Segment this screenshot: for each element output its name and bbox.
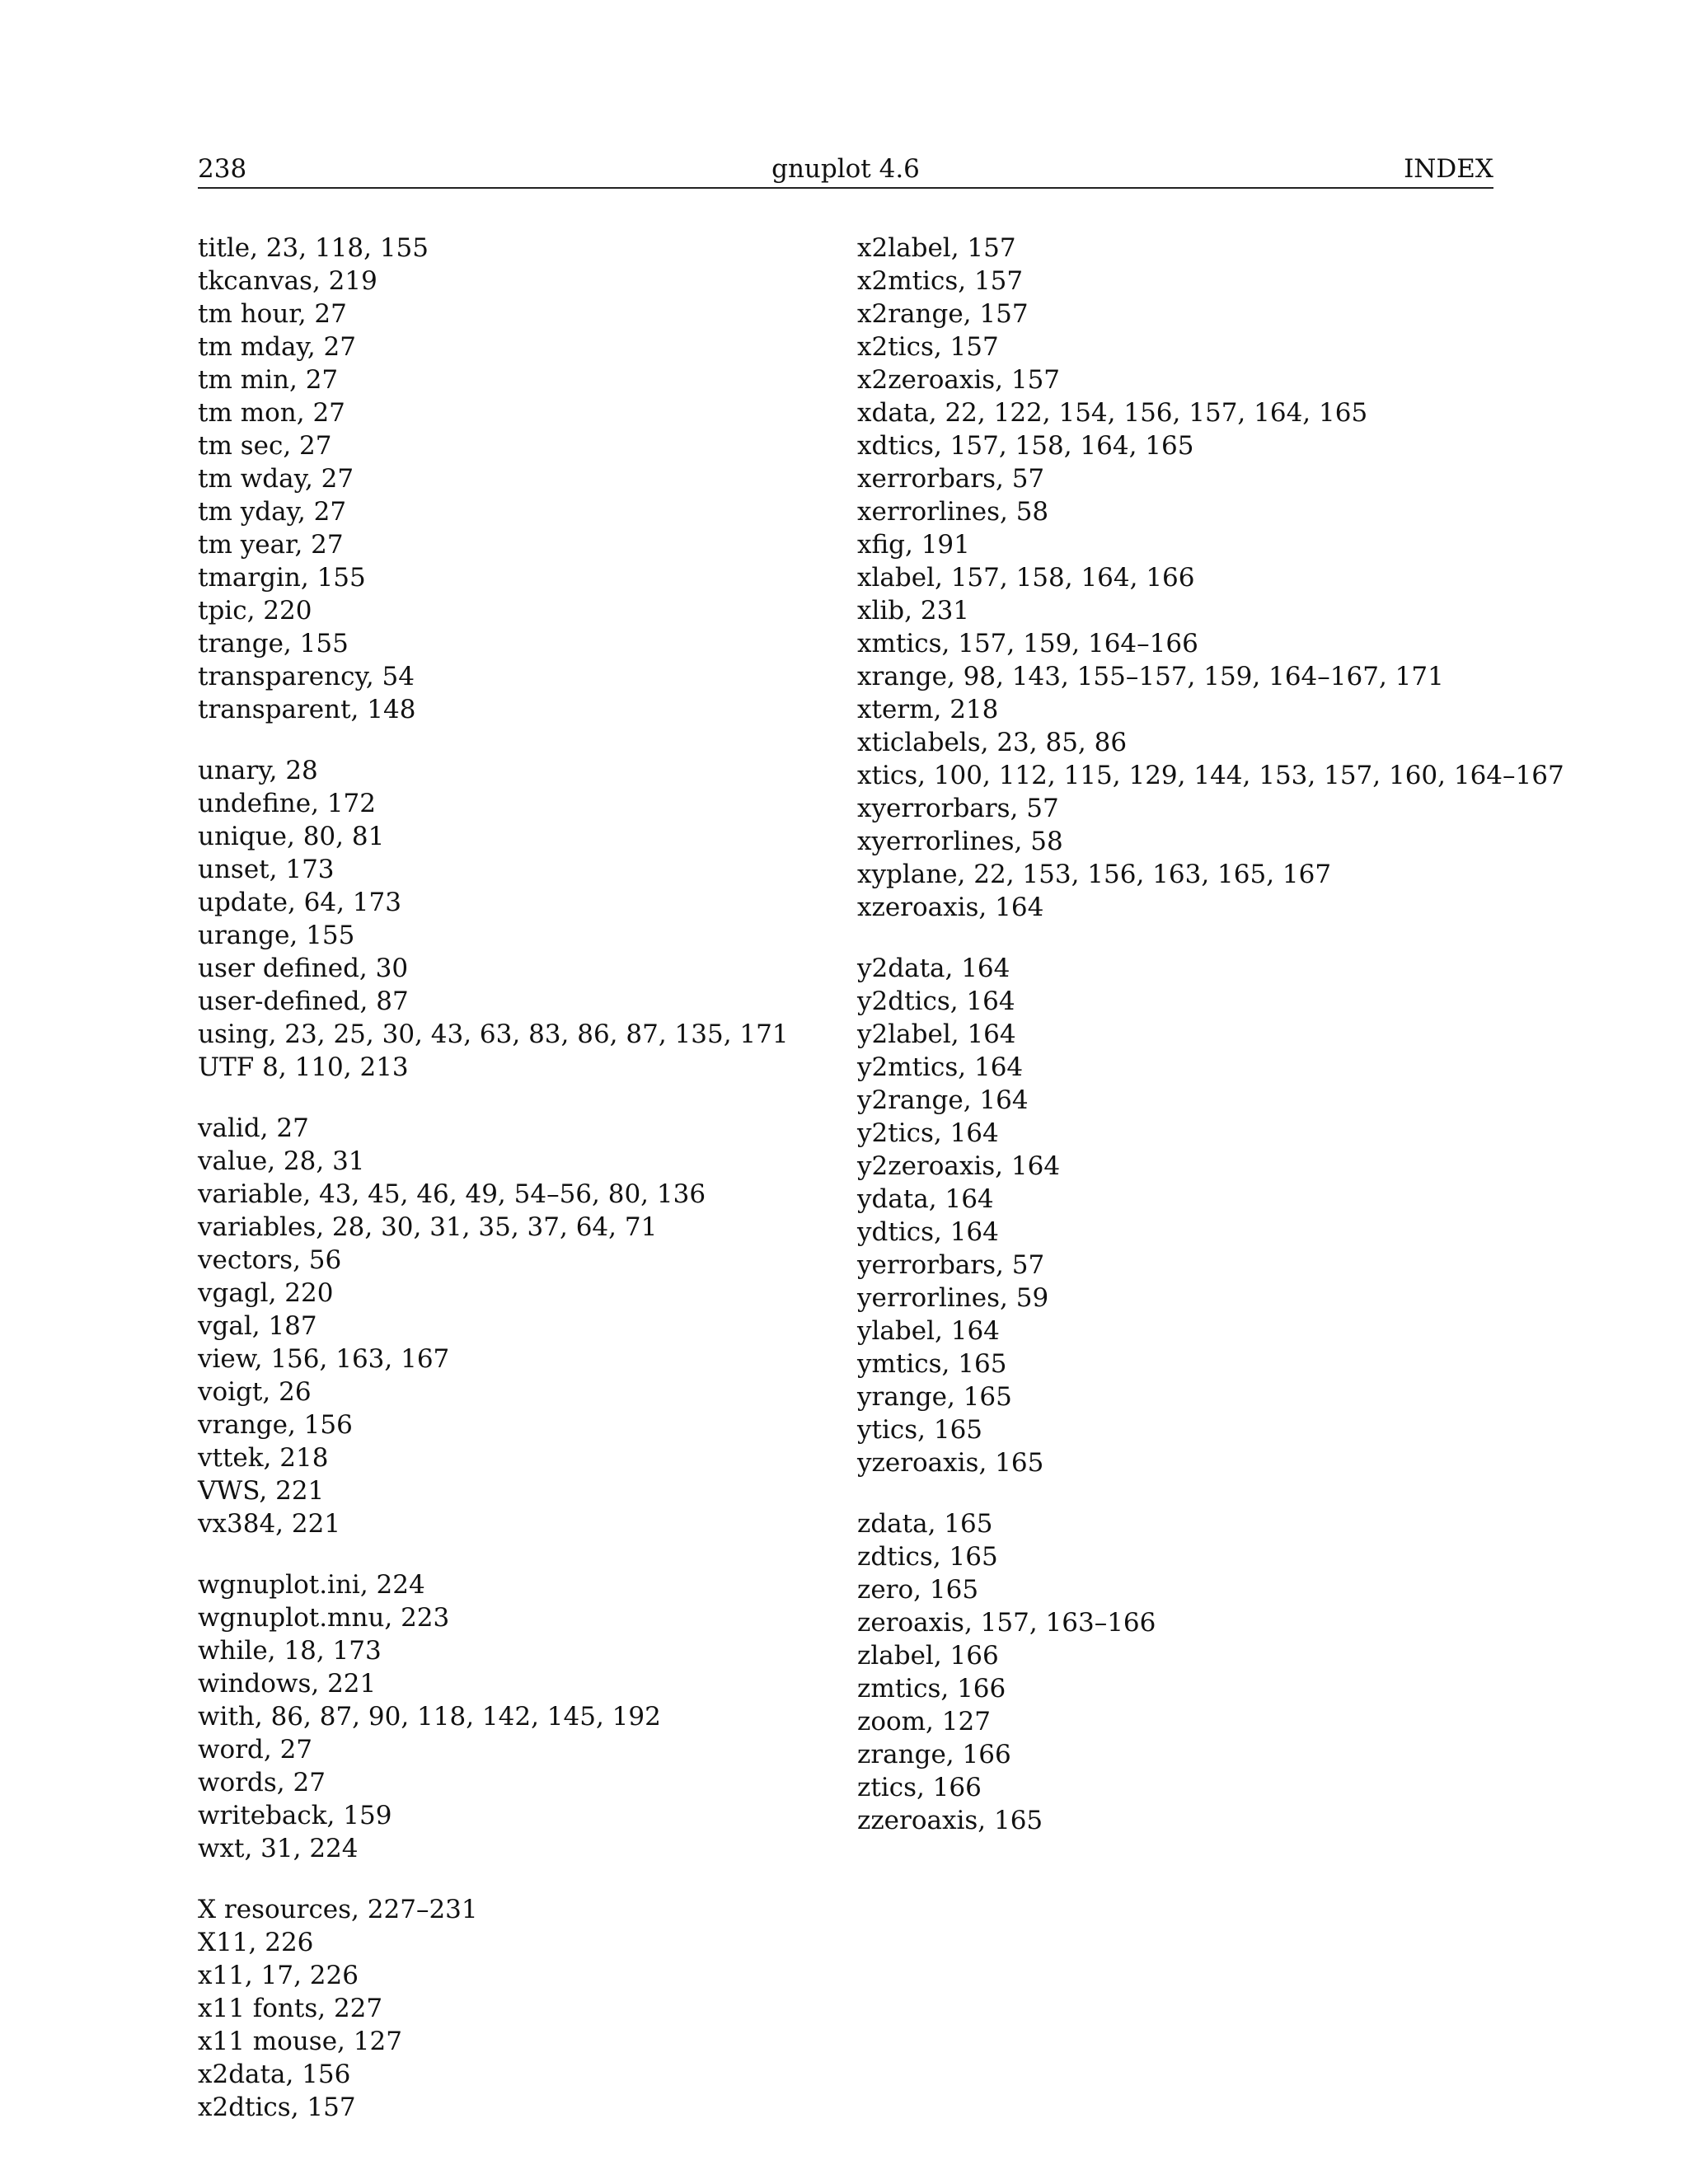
index-entry: ymtics, 165 [857, 1349, 1007, 1379]
index-entry: view, 156, 163, 167 [198, 1344, 450, 1374]
index-entry: title, 23, 118, 155 [198, 233, 429, 263]
index-entry: ytics, 165 [857, 1415, 983, 1445]
index-entry: writeback, 159 [198, 1801, 392, 1830]
index-letter-group [198, 1112, 824, 1540]
index-left-column [198, 232, 824, 2152]
index-entry: tm year, 27 [198, 530, 344, 560]
index-entry: xlib, 231 [857, 596, 970, 626]
index-entry: xticlabels, 23, 85, 86 [857, 728, 1128, 757]
index-letter-group [857, 232, 1564, 924]
index-entry: wxt, 31, 224 [198, 1834, 359, 1863]
index-entry: zrange, 166 [857, 1740, 1011, 1769]
index-entry: using, 23, 25, 30, 43, 63, 83, 86, 87, 135, 171 [198, 1019, 789, 1049]
index-entry: word, 27 [198, 1735, 313, 1765]
index-entry: yerrorbars, 57 [857, 1250, 1045, 1280]
index-entry: tkcanvas, 219 [198, 266, 377, 296]
index-entry: x11 fonts, 227 [198, 1994, 383, 2023]
index-entry: x2data, 156 [198, 2060, 351, 2089]
index-entry: y2label, 164 [857, 1019, 1016, 1049]
index-entry: y2data, 164 [857, 954, 1010, 983]
index-letter-group [857, 1507, 1493, 1837]
index-entry: ydata, 164 [857, 1184, 994, 1214]
index-entry: xyerrorlines, 58 [857, 827, 1063, 856]
index-entry: valid, 27 [198, 1113, 309, 1143]
index-entry: xterm, 218 [857, 695, 999, 724]
index-entry: x2label, 157 [857, 233, 1016, 263]
index-entry: zdata, 165 [857, 1509, 993, 1539]
index-entry: wgnuplot.ini, 224 [198, 1570, 425, 1600]
index-entry: urange, 155 [198, 921, 355, 950]
index-entry: vectors, 56 [198, 1245, 342, 1275]
index-entry: y2dtics, 164 [857, 987, 1015, 1016]
index-entry: vttek, 218 [198, 1443, 329, 1473]
index-entry: y2tics, 164 [857, 1118, 999, 1148]
running-title: gnuplot 4.6 [771, 154, 920, 184]
index-entry: unary, 28 [198, 756, 318, 785]
index-entry: xdtics, 157, 158, 164, 165 [857, 431, 1194, 461]
index-entry: xdata, 22, 122, 154, 156, 157, 164, 165 [857, 398, 1368, 428]
index-entry: y2mtics, 164 [857, 1052, 1024, 1082]
index-entry: xfig, 191 [857, 530, 970, 560]
index-letter-group [198, 1893, 824, 2124]
index-entry: X resources, 227–231 [198, 1895, 478, 1924]
index-entry: ylabel, 164 [857, 1316, 1000, 1346]
index-entry: windows, 221 [198, 1669, 377, 1699]
index-entry: tm wday, 27 [198, 464, 354, 494]
index-entry: unique, 80, 81 [198, 822, 385, 851]
index-entry: yerrorlines, 59 [857, 1283, 1049, 1313]
index-entry: vgagl, 220 [198, 1278, 334, 1308]
index-entry: x11 mouse, 127 [198, 2027, 402, 2056]
index-entry: undefine, 172 [198, 789, 376, 818]
index-entry: VWS, 221 [198, 1476, 325, 1506]
index-entry: tmargin, 155 [198, 563, 366, 593]
index-entry: x2mtics, 157 [857, 266, 1024, 296]
index-entry: ztics, 166 [857, 1773, 982, 1802]
index-entry: x2tics, 157 [857, 332, 999, 362]
index-entry: wgnuplot.mnu, 223 [198, 1603, 450, 1633]
index-entry: user-defined, 87 [198, 987, 409, 1016]
index-entry: tm sec, 27 [198, 431, 332, 461]
index-entry: x2zeroaxis, 157 [857, 365, 1061, 395]
index-entry: vrange, 156 [198, 1410, 353, 1440]
index-entry: tm yday, 27 [198, 497, 347, 527]
index-entry: unset, 173 [198, 855, 335, 884]
index-entry: zeroaxis, 157, 163–166 [857, 1608, 1156, 1638]
index-entry: xyplane, 22, 153, 156, 163, 165, 167 [857, 860, 1332, 889]
index-entry: tm mon, 27 [198, 398, 345, 428]
index-entry: zero, 165 [857, 1575, 979, 1605]
index-entry: with, 86, 87, 90, 118, 142, 145, 192 [198, 1702, 661, 1732]
index-entry: UTF 8, 110, 213 [198, 1052, 409, 1082]
index-entry: xzeroaxis, 164 [857, 893, 1044, 922]
index-entry: while, 18, 173 [198, 1636, 382, 1666]
index-entry: xrange, 98, 143, 155–157, 159, 164–167, 171 [857, 662, 1444, 691]
index-entry: y2zeroaxis, 164 [857, 1151, 1061, 1181]
index-entry: transparency, 54 [198, 662, 415, 691]
index-entry: tm min, 27 [198, 365, 339, 395]
index-entry: x2dtics, 157 [198, 2093, 356, 2122]
index-entry: vgal, 187 [198, 1311, 317, 1341]
index-entry: tm hour, 27 [198, 299, 347, 329]
index-entry: trange, 155 [198, 629, 349, 658]
index-entry: x11, 17, 226 [198, 1961, 359, 1990]
page-header [198, 151, 1493, 189]
index-entry: tpic, 220 [198, 596, 312, 626]
index-entry: update, 64, 173 [198, 888, 401, 917]
index-entry: words, 27 [198, 1768, 326, 1797]
index-entry: xerrorbars, 57 [857, 464, 1045, 494]
index-entry: zzeroaxis, 165 [857, 1806, 1043, 1835]
index-entry: voigt, 26 [198, 1377, 312, 1407]
index-entry: zlabel, 166 [857, 1641, 999, 1671]
index-entry: xmtics, 157, 159, 164–166 [857, 629, 1198, 658]
index-right-column [857, 232, 1564, 1865]
index-entry: xyerrorbars, 57 [857, 794, 1059, 823]
index-entry: zmtics, 166 [857, 1674, 1006, 1704]
index-entry: zoom, 127 [857, 1707, 991, 1736]
index-entry: transparent, 148 [198, 695, 416, 724]
index-entry: xerrorlines, 58 [857, 497, 1049, 527]
index-letter-group [198, 1568, 824, 1865]
index-entry: xtics, 100, 112, 115, 129, 144, 153, 157, 160, 164–167 [857, 761, 1564, 790]
index-entry: yzeroaxis, 165 [857, 1448, 1044, 1478]
index-entry: x2range, 157 [857, 299, 1029, 329]
index-letter-group [857, 952, 1493, 1479]
index-letter-group [198, 232, 824, 726]
page-number: 238 [198, 154, 247, 184]
section-title: INDEX [1404, 154, 1493, 184]
index-entry: user defined, 30 [198, 954, 409, 983]
index-entry: variable, 43, 45, 46, 49, 54–56, 80, 136 [198, 1179, 706, 1209]
index-entry: ydtics, 164 [857, 1217, 999, 1247]
index-entry: yrange, 165 [857, 1382, 1012, 1412]
index-entry: xlabel, 157, 158, 164, 166 [857, 563, 1195, 593]
index-entry: tm mday, 27 [198, 332, 356, 362]
index-entry: vx384, 221 [198, 1509, 341, 1539]
index-entry: y2range, 164 [857, 1085, 1029, 1115]
index-entry: variables, 28, 30, 31, 35, 37, 64, 71 [198, 1212, 658, 1242]
index-entry: zdtics, 165 [857, 1542, 998, 1572]
index-entry: X11, 226 [198, 1928, 314, 1957]
index-letter-group [198, 754, 824, 1084]
index-entry: value, 28, 31 [198, 1146, 365, 1176]
